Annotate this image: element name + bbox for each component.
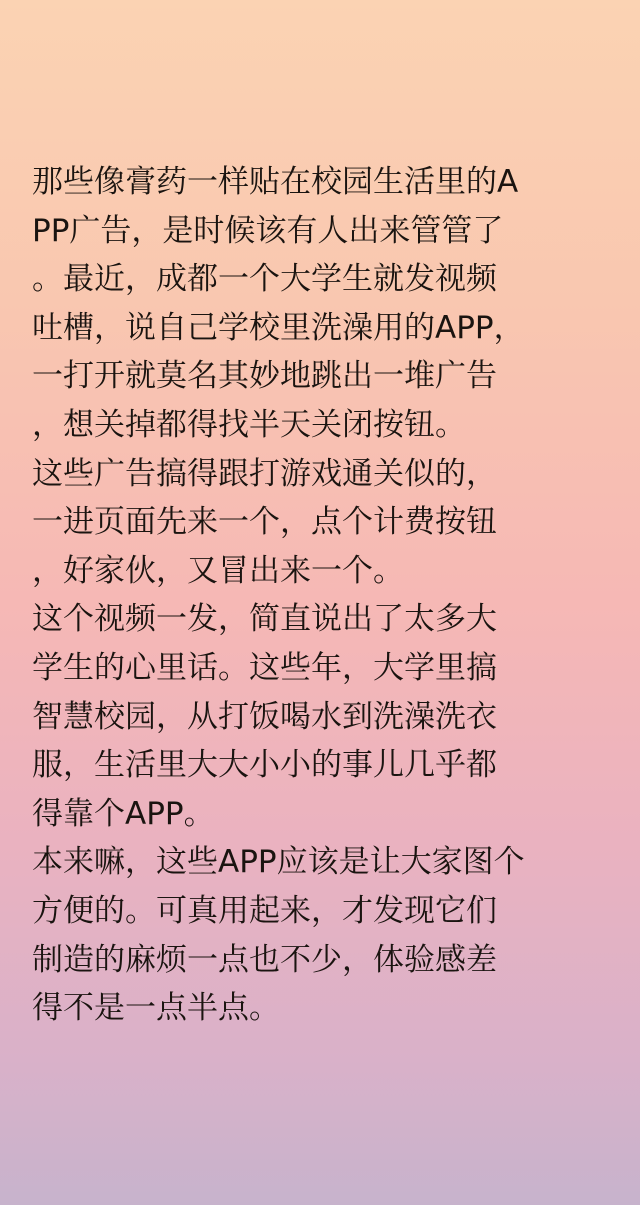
article-text: [32, 158, 608, 1033]
text-line: PP广告，是时候该有人出来管管了: [32, 212, 504, 249]
text-line: 制造的麻烦一点也不少，体验感差: [32, 941, 497, 978]
text-line: 本来嘛，这些APP应该是让大家图个: [32, 844, 525, 881]
text-line: 这些广告搞得跟打游戏通关似的，: [32, 455, 497, 492]
text-line: 吐槽，说自己学校里洗澡用的APP，: [32, 309, 525, 346]
text-line: 得靠个APP。: [32, 795, 215, 832]
text-line: 服，生活里大大小小的事儿几乎都: [32, 747, 497, 784]
text-line: 。最近，成都一个大学生就发视频: [32, 261, 497, 298]
text-line: 方便的。可真用起来，才发现它们: [32, 892, 497, 929]
text-line: 得不是一点半点。: [32, 990, 280, 1027]
text-line: 学生的心里话。这些年，大学里搞: [32, 649, 497, 686]
text-line: ，好家伙，又冒出来一个。: [32, 552, 404, 589]
text-line: 这个视频一发，简直说出了太多大: [32, 601, 497, 638]
text-line: 一打开就莫名其妙地跳出一堆广告: [32, 358, 497, 395]
text-line: ，想关掉都得找半天关闭按钮。: [32, 406, 466, 443]
text-line: 一进页面先来一个，点个计费按钮: [32, 504, 497, 541]
text-line: 那些像膏药一样贴在校园生活里的A: [32, 164, 519, 200]
text-line: 智慧校园，从打饭喝水到洗澡洗衣: [32, 698, 497, 735]
